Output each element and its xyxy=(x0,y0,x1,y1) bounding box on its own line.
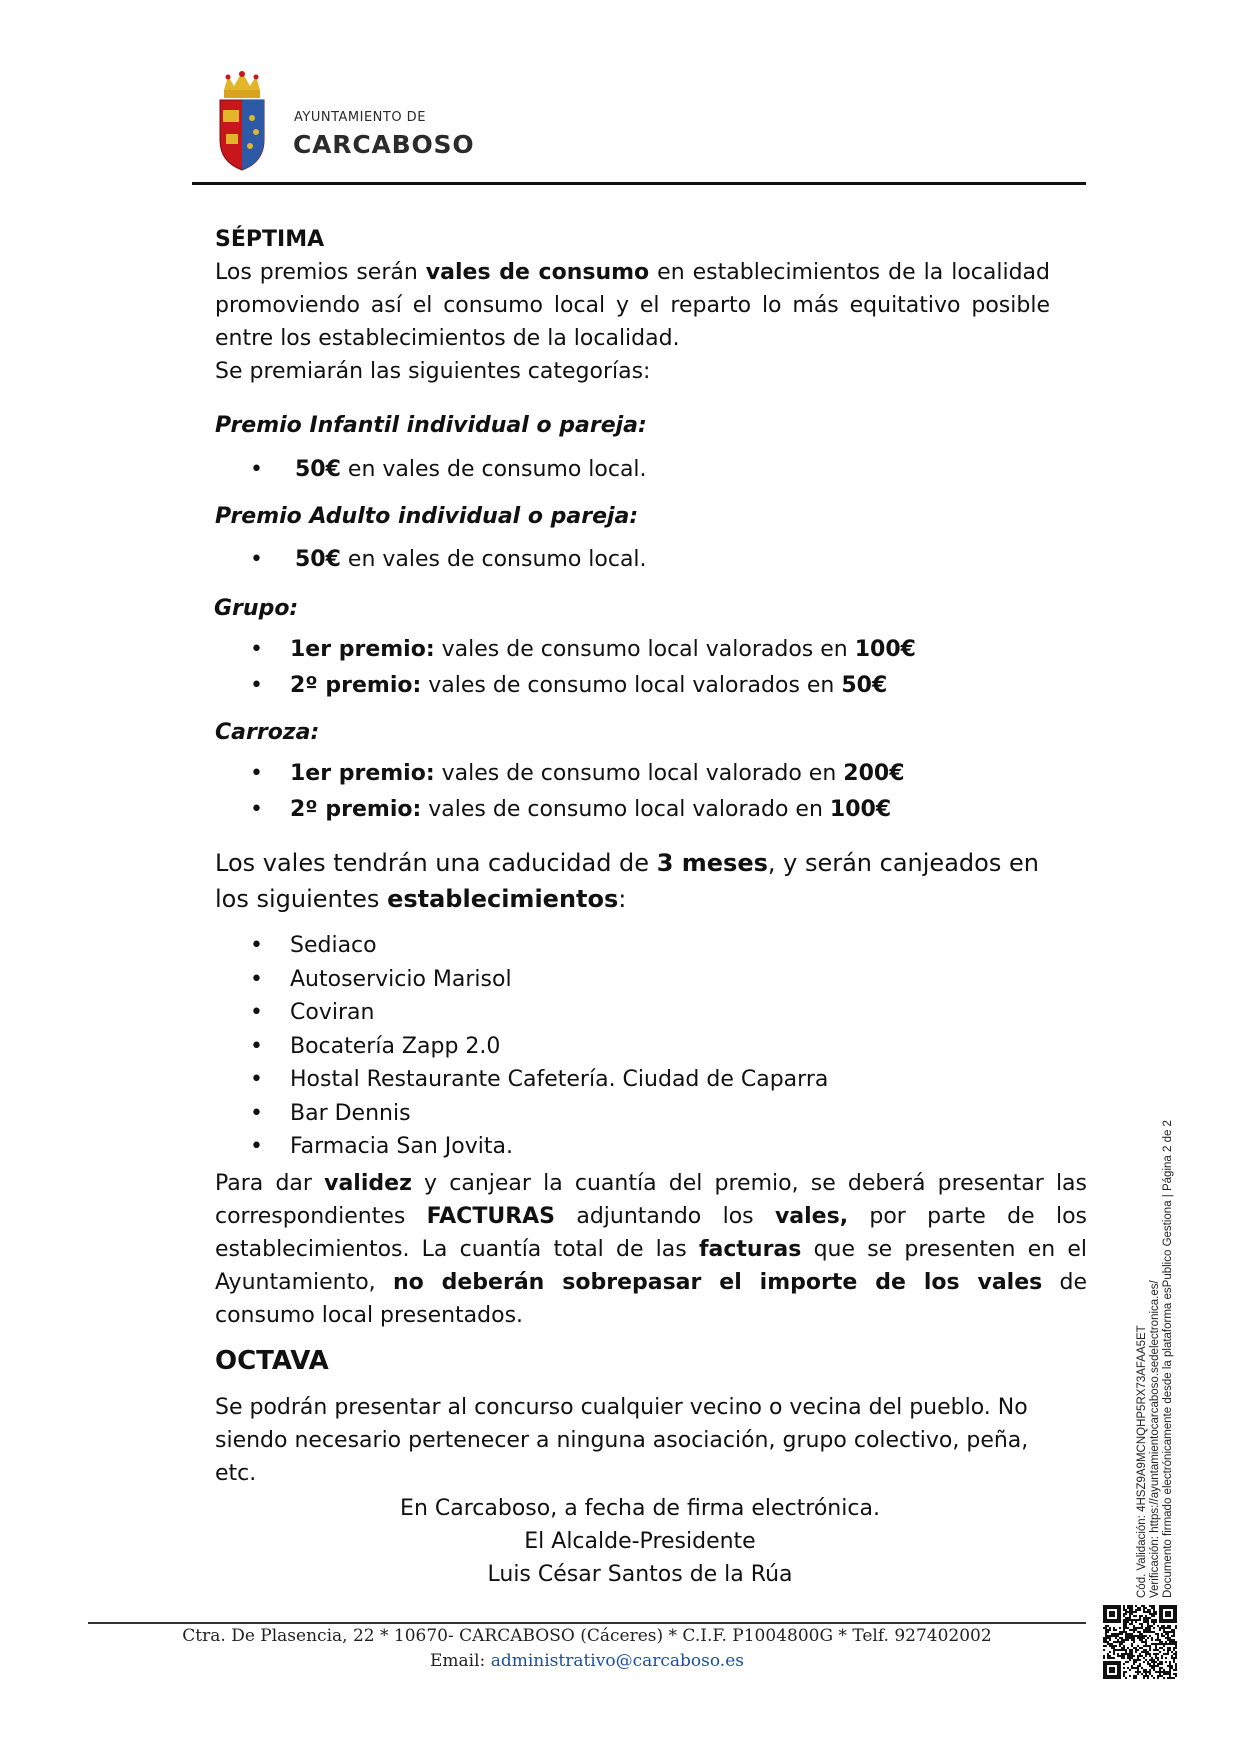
prize-label: 1er premio: xyxy=(290,761,435,786)
prize-label: 2º premio: xyxy=(290,797,422,822)
category-infantil: Premio Infantil individual o pareja: xyxy=(215,413,647,438)
text-run: Los vales tendrán una caducidad de xyxy=(215,849,657,877)
org-name-small: AYUNTAMIENTO DE xyxy=(294,110,426,125)
text-run: vales de consumo local valorados en xyxy=(421,673,842,698)
text-run-bold: no deberán sobrepasar el importe de los vales xyxy=(392,1270,1043,1295)
footer-email-link[interactable]: administrativo@carcaboso.es xyxy=(490,1651,744,1671)
text-run: vales de consumo local valorado en xyxy=(421,797,830,822)
signature-place-date: En Carcaboso, a fecha de firma electrónica. xyxy=(400,1496,880,1521)
footer-email-line xyxy=(88,1649,1086,1674)
text-run-bold: 3 meses xyxy=(656,849,768,877)
validation-side-note xyxy=(1136,1120,1175,1598)
list-grupo xyxy=(215,632,1065,704)
signature-name: Luis César Santos de la Rúa xyxy=(487,1562,793,1587)
amount: 50€ xyxy=(295,457,341,482)
list-establecimientos xyxy=(215,929,1075,1164)
caducidad-paragraph xyxy=(215,845,1075,917)
list-item xyxy=(215,452,1065,488)
footer xyxy=(88,1624,1086,1674)
list-item: • Coviran xyxy=(215,996,1075,1030)
header-rule xyxy=(192,182,1086,185)
verification-url[interactable]: Verificación: https://ayuntamientocarcaboso.sedelectronica.es/ xyxy=(1149,1280,1161,1598)
coat-of-arms-logo xyxy=(214,70,270,172)
text-run: vales de consumo local valorado en xyxy=(434,761,844,786)
text-run: , y serán canjeados en los siguientes xyxy=(215,849,1039,913)
text-run: en vales de consumo local. xyxy=(340,457,647,482)
text-run: en vales de consumo local. xyxy=(340,547,647,572)
list-carroza xyxy=(215,756,1065,828)
text-run-bold: establecimientos xyxy=(387,885,619,913)
text-run-bold: vales, xyxy=(774,1204,849,1229)
list-item: • Farmacia San Jovita. xyxy=(215,1130,1075,1164)
list-item xyxy=(215,792,1065,828)
text-run: Para dar xyxy=(215,1171,325,1196)
signed-document-note: Documento firmado electrónicamente desde la plataforma esPublico Gestiona | Página 2 de 2 xyxy=(1162,1120,1174,1598)
signature-block xyxy=(390,1492,890,1591)
list-item: • Sediaco xyxy=(215,929,1075,963)
text-run: de consumo local presentados. xyxy=(215,1270,1087,1328)
text-run: vales de consumo local valorados en xyxy=(434,637,855,662)
text-run-bold: facturas xyxy=(698,1237,802,1262)
amount: 50€ xyxy=(295,547,341,572)
septima-section xyxy=(215,224,1050,388)
list-item xyxy=(215,756,1065,792)
org-name-big: CARCABOSO xyxy=(293,130,475,159)
validez-paragraph xyxy=(215,1167,1087,1332)
qr-code xyxy=(1103,1605,1177,1679)
text-run: : xyxy=(618,885,627,913)
list-item xyxy=(215,542,1065,578)
text-run: Los premios serán xyxy=(215,260,426,285)
list-item: • Bar Dennis xyxy=(215,1097,1075,1131)
footer-email-label: Email: xyxy=(430,1651,491,1671)
list-item: • Autoservicio Marisol xyxy=(215,963,1075,997)
category-carroza: Carroza: xyxy=(215,720,320,745)
septima-paragraph-2: Se premiarán las siguientes categorías: xyxy=(215,359,651,384)
amount: 100€ xyxy=(829,797,892,822)
prize-label: 2º premio: xyxy=(290,673,422,698)
list-item: • Bocatería Zapp 2.0 xyxy=(215,1030,1075,1064)
section-title-septima: SÉPTIMA xyxy=(215,227,325,252)
list-item: • Hostal Restaurante Cafetería. Ciudad de Caparra xyxy=(215,1063,1075,1097)
list-adulto xyxy=(215,542,1065,578)
septima-paragraph-1 xyxy=(215,256,1050,355)
text-run-bold: validez xyxy=(324,1171,412,1196)
list-item xyxy=(215,668,1065,704)
prize-label: 1er premio: xyxy=(290,637,435,662)
section-title-octava: OCTAVA xyxy=(215,1346,329,1376)
text-run: adjuntando los xyxy=(555,1204,775,1229)
category-grupo: Grupo: xyxy=(214,596,299,621)
text-run-bold: vales de consumo xyxy=(425,260,650,285)
octava-paragraph: Se podrán presentar al concurso cualquier vecino o vecina del pueblo. No siendo necesario pertenecer a ninguna asociación, grupo colectivo, peña, etc. xyxy=(215,1395,1029,1486)
text-run: en establecimientos de la localidad promoviendo así el consumo local y el reparto lo más equitativo posible entre los establecimientos de la localidad. xyxy=(215,260,1051,351)
footer-address: Ctra. De Plasencia, 22 * 10670- CARCABOSO (Cáceres) * C.I.F. P1004800G * Telf. 927402002 xyxy=(182,1626,992,1646)
category-adulto: Premio Adulto individual o pareja: xyxy=(215,504,639,529)
amount: 200€ xyxy=(843,761,905,786)
text-run: y canjear la cuantía del premio, se deberá presentar las correspondientes xyxy=(215,1171,1087,1229)
amount: 100€ xyxy=(854,637,916,662)
signature-role: El Alcalde-Presidente xyxy=(524,1529,756,1554)
text-run-bold: FACTURAS xyxy=(426,1204,556,1229)
validation-code: Cód. Validación: 4HSZ9A9MCNQHP5RX73AFAA5ET xyxy=(1136,1325,1148,1598)
list-item xyxy=(215,632,1065,668)
text-run: que se presenten en el Ayuntamiento, xyxy=(215,1237,1088,1295)
amount: 50€ xyxy=(841,673,888,698)
text-run: por parte de los establecimientos. La cuantía total de las xyxy=(215,1204,1088,1262)
list-infantil xyxy=(215,452,1065,488)
